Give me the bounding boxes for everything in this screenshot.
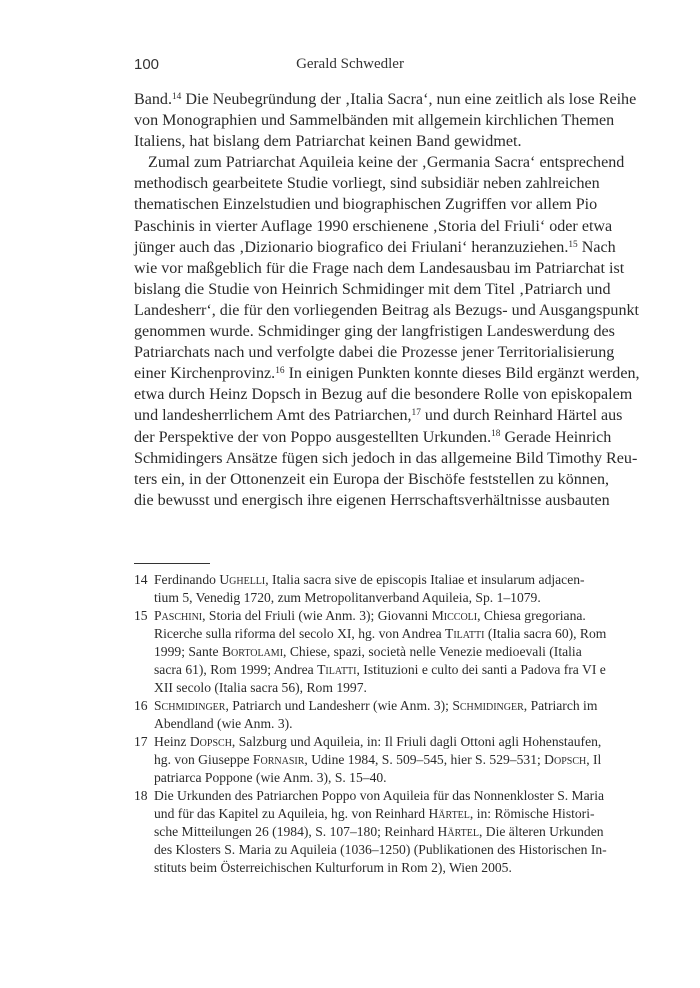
body-line: einer Kirchenprovinz.$^{16}$ In einigen Punkten konnte dieses Bild ergänzt werden, bbox=[134, 365, 640, 383]
footnote-line: patriarca Poppone (wie Anm. 3), S. 15–40. bbox=[154, 770, 387, 785]
author-name: Schmidinger bbox=[154, 698, 226, 713]
footnote-line: Paschini, Storia del Friuli (wie Anm. 3); Giovanni Miccoli, Chiesa gregoriana. bbox=[154, 608, 586, 623]
running-head: Gerald Schwedler bbox=[296, 56, 404, 72]
author-name: Dopsch bbox=[544, 752, 587, 767]
footnote-line: Abendland (wie Anm. 3). bbox=[154, 716, 293, 731]
body-line: und landesherrlichem Amt des Patriarchen,$^{17}$ und durch Reinhard Härtel aus bbox=[134, 407, 623, 425]
author-name: Dopsch bbox=[189, 734, 232, 749]
footnote-line: hg. von Giuseppe Fornasir, Udine 1984, S. 509–545, hier S. 529–531; Dopsch, Il bbox=[154, 752, 602, 767]
footnote-line: des Klosters S. Maria zu Aquileia (1036–1250) (Publikationen des Historischen In- bbox=[154, 842, 607, 857]
footnote-reference[interactable]: 16 bbox=[275, 366, 285, 377]
body-line: jünger auch das ‚Dizionario biografico dei Friulani‘ heranzuziehen.$^{15}$ Nach bbox=[134, 238, 616, 256]
body-text bbox=[134, 89, 640, 511]
footnote-reference[interactable]: 18 bbox=[491, 429, 501, 440]
body-line: Patriarchats nach und verfolgte dabei die Prozesse jener Territorialisierung bbox=[134, 344, 615, 362]
footnote-line: sacra 61), Rom 1999; Andrea Tilatti, Istituzioni e culto dei santi a Padova fra VI e bbox=[154, 662, 606, 677]
footnote-line: tium 5, Venedig 1720, zum Metropolitanverband Aquileia, Sp. 1–1079. bbox=[154, 590, 541, 605]
body-line: genommen wurde. Schmidinger ging der langfristigen Landeswerdung des bbox=[134, 323, 615, 341]
footnote-line: XII secolo (Italia sacra 56), Rom 1997. bbox=[154, 680, 367, 695]
footnote-line: Ferdinando Ughelli, Italia sacra sive de episcopis Italiae et insularum adjacen- bbox=[154, 572, 585, 587]
author-name: Ughelli bbox=[219, 572, 266, 587]
body-line: der Perspektive der von Poppo ausgestellten Urkunden.$^{18}$ Gerade Heinrich bbox=[134, 428, 612, 446]
body-line: methodisch gearbeitete Studie vorliegt, sind subsidiär neben zahlreichen bbox=[134, 175, 600, 193]
footnote-reference[interactable]: 15 bbox=[568, 239, 578, 250]
page-header bbox=[134, 56, 566, 76]
footnote-reference[interactable]: 17 bbox=[411, 408, 421, 419]
body-line: Schmidingers Ansätze fügen sich jedoch in das allgemeine Bild Timothy Reu- bbox=[134, 449, 638, 467]
footnote-16 bbox=[134, 697, 598, 733]
body-line: Zumal zum Patriarchat Aquileia keine der ‚Germania Sacra‘ entsprechend bbox=[148, 154, 625, 172]
footnote-reference[interactable]: 14 bbox=[172, 91, 182, 102]
body-line: thematischen Einzelstudien und biographischen Zugriffen vor allem Pio bbox=[134, 196, 598, 214]
body-line: bislang die Studie von Heinrich Schmidinger mit dem Titel ‚Patriarch und bbox=[134, 280, 611, 298]
footnote-line: stituts beim Österreichischen Kulturforum in Rom 2), Wien 2005. bbox=[154, 860, 512, 875]
footnote-14 bbox=[134, 571, 585, 607]
footnote-line: Schmidinger, Patriarch und Landesherr (wie Anm. 3); Schmidinger, Patriarch im bbox=[154, 698, 598, 713]
body-line: Italiens, hat bislang dem Patriarchat keinen Band gewidmet. bbox=[134, 133, 522, 151]
body-line: etwa durch Heinz Dopsch in Bezug auf die besondere Rolle von episkopalem bbox=[134, 386, 633, 404]
author-name: Tilatti bbox=[445, 626, 485, 641]
author-name: Härtel bbox=[437, 824, 479, 839]
footnote-separator bbox=[134, 563, 210, 564]
footnote-line: 1999; Sante Bortolami, Chiese, spazi, società nelle Venezie medioevali (Italia bbox=[154, 644, 582, 659]
footnote-number: 17 bbox=[134, 734, 148, 749]
author-name: Fornasir bbox=[252, 752, 305, 767]
body-line: Paschinis in vierter Auflage 1990 erschienene ‚Storia del Friuli‘ oder etwa bbox=[134, 217, 613, 235]
body-line: die bewusst und energisch ihre eigenen Herrschaftsverhältnisse ausbauten bbox=[134, 491, 610, 509]
author-name: Härtel bbox=[428, 806, 470, 821]
footnote-number: 16 bbox=[134, 698, 148, 713]
footnote-line: sche Mitteilungen 26 (1984), S. 107–180; Reinhard Härtel, Die älteren Urkunden bbox=[154, 824, 604, 839]
body-line: Band.$^{14}$ Die Neubegründung der ‚Italia Sacra‘, nun eine zeitlich als lose Reihe bbox=[134, 91, 637, 108]
author-name: Miccoli bbox=[431, 608, 478, 623]
footnote-line: und für das Kapitel zu Aquileia, hg. von Reinhard Härtel, in: Römische Histori- bbox=[154, 806, 595, 821]
footnote-number: 15 bbox=[134, 608, 148, 623]
footnote-17 bbox=[134, 733, 602, 787]
page-number: 100 bbox=[134, 56, 160, 73]
footnotes bbox=[134, 571, 607, 877]
footnote-15 bbox=[134, 607, 607, 697]
footnote-line: Heinz Dopsch, Salzburg und Aquileia, in: Il Friuli dagli Ottoni agli Hohenstaufen, bbox=[154, 734, 602, 749]
body-line: von Monographien und Sammelbänden mit allgemein kirchlichen Themen bbox=[134, 112, 615, 130]
body-line: wie vor maßgeblich für die Frage nach dem Landesausbau im Patriarchat ist bbox=[134, 259, 625, 277]
footnote-line: Die Urkunden des Patriarchen Poppo von Aquileia für das Nonnenkloster S. Maria bbox=[154, 788, 605, 803]
body-line: ters ein, in der Ottonenzeit ein Europa der Bischöfe feststellen zu können, bbox=[134, 470, 610, 488]
footnote-number: 14 bbox=[134, 572, 148, 587]
author-name: Bortolami bbox=[221, 644, 284, 659]
body-line: Landesherr‘, die für den vorliegenden Beitrag als Bezugs- und Ausgangspunkt bbox=[134, 301, 640, 319]
author-name: Schmidinger bbox=[452, 698, 524, 713]
footnote-18 bbox=[134, 787, 607, 877]
footnote-line: Ricerche sulla riforma del secolo XI, hg. von Andrea Tilatti (Italia sacra 60), Rom bbox=[154, 626, 607, 641]
author-name: Paschini bbox=[154, 608, 203, 623]
footnote-number: 18 bbox=[134, 788, 148, 803]
author-name: Tilatti bbox=[317, 662, 357, 677]
